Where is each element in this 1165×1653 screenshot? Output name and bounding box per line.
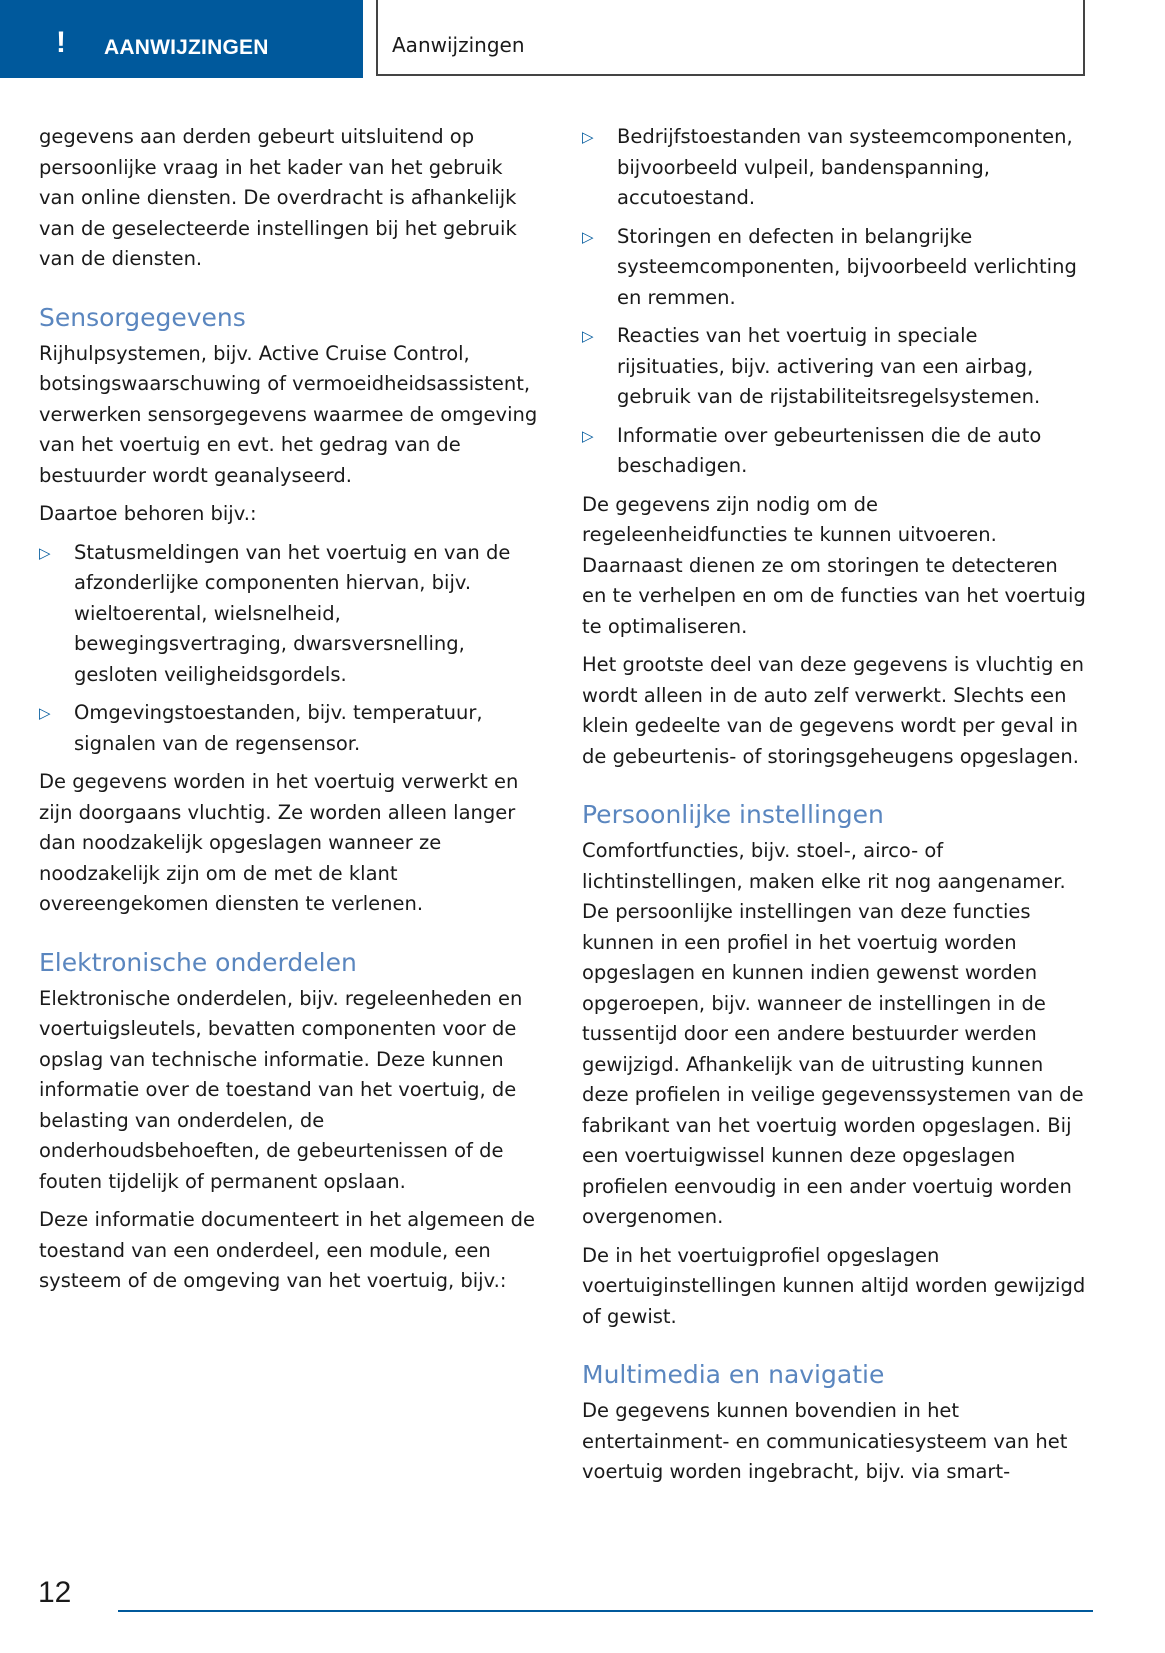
list-item-text: Reacties van het voertuig in speciale rijsituaties, bijv. activering van een airbag, gebruik van de rijstabiliteitsregelsystemen. xyxy=(617,324,1041,408)
list-item xyxy=(39,698,539,759)
triangle-bullet-icon: ▷ xyxy=(582,426,594,445)
paragraph: De gegevens zijn nodig om de regeleenheidfuncties te kunnen uitvoeren. Daarnaast dienen ze om storingen te detecteren en te verhelpen en om de functies van het voertuig te optimaliseren. xyxy=(582,492,1086,638)
chapter-header xyxy=(376,0,1085,76)
list-item xyxy=(582,421,1087,482)
bullet-list xyxy=(39,538,539,760)
paragraph: Rijhulpsystemen, bijv. Active Cruise Control, botsingswaarschuwing of vermoeidheidsassistent, verwerken sensorgegevens waarmee de omgeving van het voertuig en evt. het gedrag van de bestuurder wordt geanalyseerd. xyxy=(39,341,538,487)
paragraph: De in het voertuigprofiel opgeslagen voertuiginstellingen kunnen altijd worden gewijzigd of gewist. xyxy=(582,1243,1086,1328)
paragraph: Het grootste deel van deze gegevens is vluchtig en wordt alleen in de auto zelf verwerkt. Slechts een klein gedeelte van de gegevens wordt per geval in de gebeurtenis- of storingsgeheugens opgeslagen. xyxy=(582,653,1084,768)
paragraph: Daartoe behoren bijv.: xyxy=(39,502,257,525)
chapter-title: Aanwijzingen xyxy=(392,33,525,57)
page-number: 12 xyxy=(38,1576,72,1609)
triangle-bullet-icon: ▷ xyxy=(39,704,51,722)
bullet-list xyxy=(582,122,1087,482)
intro-paragraph: gegevens aan derden gebeurt uitsluitend op persoonlijke vraag in het kader van het gebruik van online diensten. De overdracht is afhankelijk van de geselecteerde instellingen bij het gebruik van de diensten. xyxy=(39,125,517,270)
paragraph: De gegevens kunnen bovendien in het entertainment- en communicatiesysteem van het voertuig worden ingebracht, bijv. via smart- xyxy=(582,1399,1068,1483)
list-item-text: Statusmeldingen van het voertuig en van de afzonderlijke componenten hiervan, bijv. wieltoerental, wielsnelheid, bewegingsvertraging, dwarsversnelling, gesloten veiligheidsgordels. xyxy=(74,540,511,686)
heading-multimedia-en-navigatie: Multimedia en navigatie xyxy=(582,1360,885,1389)
section-tab xyxy=(0,0,363,78)
heading-elektronische-onderdelen: Elektronische onderdelen xyxy=(39,947,357,977)
list-item xyxy=(39,538,539,691)
paragraph: Elektronische onderdelen, bijv. regeleenheden en voertuigsleutels, bevatten componenten voor de opslag van technische informatie. Deze kunnen informatie over de toestand van het voertuig, de belasting van onderdelen, de onderhoudsbehoeften, de gebeurtenissen of de fouten tijdelijk of permanent opslaan. xyxy=(39,986,523,1193)
footer-divider xyxy=(118,1610,1093,1612)
triangle-bullet-icon: ▷ xyxy=(39,543,51,562)
paragraph: Deze informatie documenteert in het algemeen de toestand van een onderdeel, een module, een systeem of de omgeving van het voertuig, bijv.: xyxy=(39,1208,535,1292)
left-column xyxy=(39,122,539,1305)
list-item-text: Informatie over gebeurtenissen die de auto beschadigen. xyxy=(617,423,1042,477)
exclamation-icon: ! xyxy=(56,26,66,59)
heading-sensorgegevens: Sensorgegevens xyxy=(39,302,246,332)
triangle-bullet-icon: ▷ xyxy=(582,227,594,246)
paragraph: Comfortfuncties, bijv. stoel-, airco- of lichtinstellingen, maken elke rit nog aangenamer. De persoonlijke instellingen van deze functies kunnen in een profiel in het voertuig worden opgeslagen en kunnen indien gewenst worden opgeroepen, bijv. wanneer de instellingen in de tussentijd door een andere bestuurder werden gewijzigd. Afhankelijk van de uitrusting kunnen deze profielen in veilige gegevenssystemen van de fabrikant van het voertuig worden opgeslagen. Bij een voertuigwissel kunnen deze opgeslagen profielen eenvoudig in een ander voertuig worden overgenomen. xyxy=(582,839,1084,1228)
list-item xyxy=(582,222,1087,314)
triangle-bullet-icon: ▷ xyxy=(582,128,594,146)
section-label: AANWIJZINGEN xyxy=(104,36,269,59)
list-item-text: Storingen en defecten in belangrijke systeemcomponenten, bijvoorbeeld verlichting en remmen. xyxy=(617,224,1077,309)
list-item-text: Bedrijfstoestanden van systeemcomponenten, bijvoorbeeld vulpeil, bandenspanning, accutoestand. xyxy=(617,125,1073,209)
list-item xyxy=(582,321,1087,413)
heading-persoonlijke-instellingen: Persoonlijke instellingen xyxy=(582,800,884,829)
triangle-bullet-icon: ▷ xyxy=(582,327,594,345)
paragraph: De gegevens worden in het voertuig verwerkt en zijn doorgaans vluchtig. Ze worden alleen langer dan noodzakelijk opgeslagen wanneer ze noodzakelijk zijn om de met de klant overeengekomen diensten te verlenen. xyxy=(39,770,519,915)
right-column xyxy=(582,122,1087,1496)
list-item xyxy=(582,122,1087,214)
list-item-text: Omgevingstoestanden, bijv. temperatuur, signalen van de regensensor. xyxy=(74,701,483,755)
